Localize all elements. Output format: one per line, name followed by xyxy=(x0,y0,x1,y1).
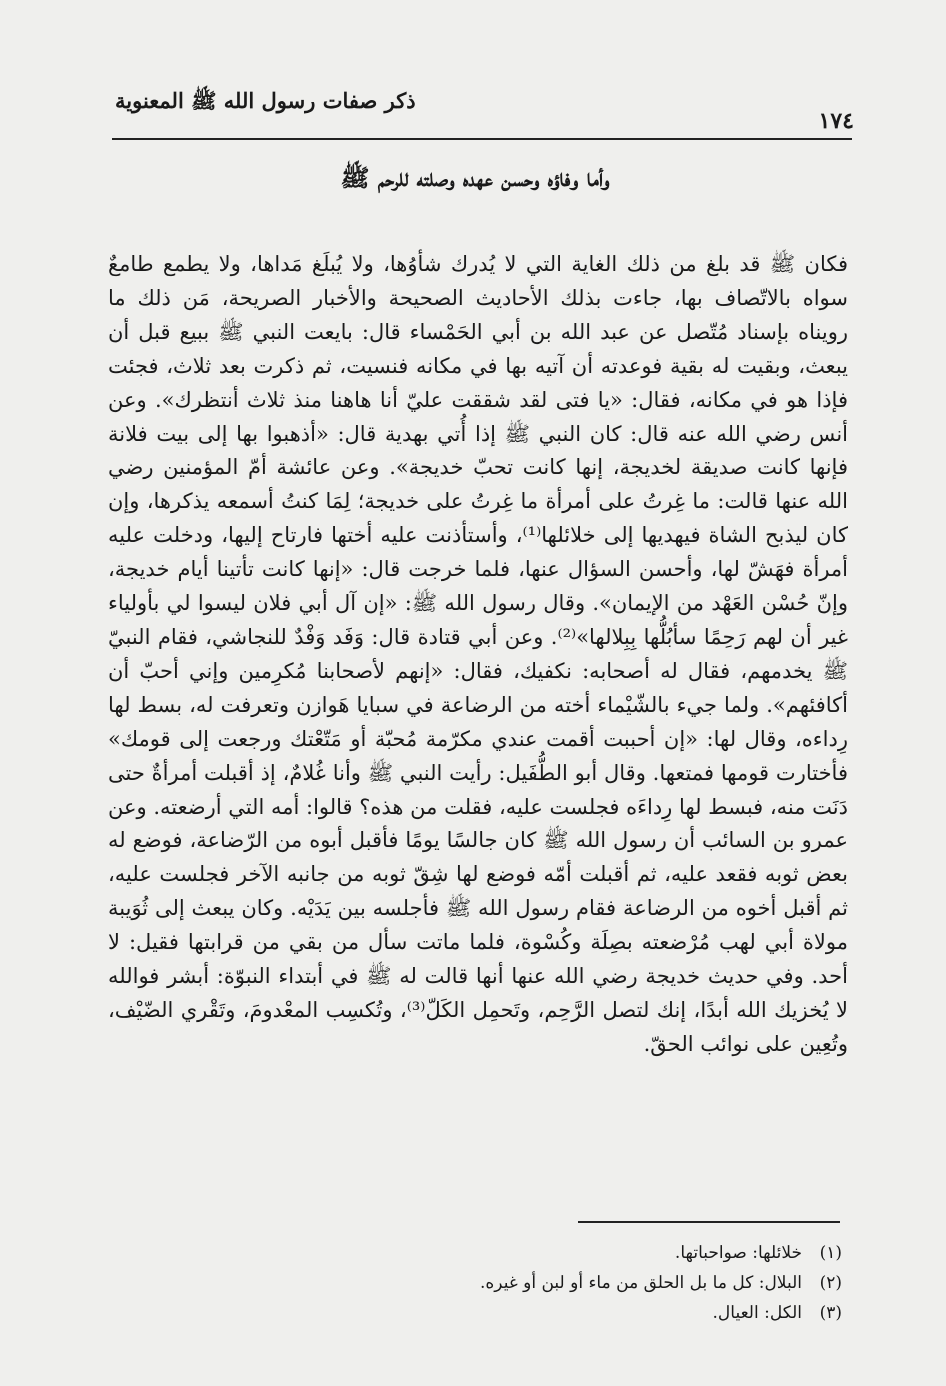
footnote-number: (١) xyxy=(819,1243,842,1263)
footnote-number: (٢) xyxy=(819,1273,842,1293)
header-rule xyxy=(112,138,852,140)
section-title: وأما وفاؤه وحسن عهده وصلته للرحم ﷺ xyxy=(340,163,610,192)
body-paragraph: فكان ﷺ قد بلغ من ذلك الغاية التي لا يُدرك شأوُها، ولا يُبلَغ مَداها، ولا يطمع طامعٌ سواه بالاتّصاف بها، جاءت بذلك الأحاديث الصحيحة والأخبار الصريحة، مَن ذلك ما رويناه بإسناد مُتّصل عن عبد الله بن أبي الحَمْساء قال: بايعت النبي ﷺ ببيع قبل أن يبعث، وبقيت له بقية فوعدته أن آتيه بها في مكانه فنسيت، ثم ذكرت بعد ثلاث، فجئت فإذا هو في مكانه، فقال: «يا فتى لقد شققت عليّ أنا هاهنا منذ ثلاث أنتظرك». وعن أنس رضي الله عنه قال: كان النبي ﷺ إذا أُتي بهدية قال: «أذهبوا بها إلى بيت فلانة فإنها كانت صديقة لخديجة، إنها كانت تحبّ خديجة». وعن عائشة أمّ المؤمنين رضي الله عنها قالت: ما غِرتُ على أمرأة ما غِرتُ على خديجة؛ لِمَا كنتُ أسمعه يذكرها، وإن كان ليذبح الشاة فيهديها إلى خلائلها⁽¹⁾، وأستأذنت عليه أختها فارتاح إليها، ودخلت عليه أمرأة فهَشّ لها، وأحسن السؤال عنها، فلما خرجت قال: «إنها كانت تأتينا أيام خديجة، وإنّ حُسْن العَهْد من الإيمان». وقال رسول الله ﷺ: «إن آل أبي فلان ليسوا لي بأولياء غير أن لهم رَحِمًا سأبُلُّها بِبِلالها»⁽²⁾. وعن أبي قتادة قال: وَفَد وَفْدٌ للنجاشي، فقام النبيّ ﷺ يخدمهم، فقال له أصحابه: نكفيك، فقال: «إنهم لأصحابنا مُكرِمين وإني أحبّ أن أكافئهم». ولما جيء بالشّيْماء أخته من الرضاعة في سبايا هَوازن وتعرفت له، بسط لها رِداءه، وقال لها: «إن أحببت أقمت عندي مكرّمة مُحبّة أو مَتّعْتك ورجعت إلى قومك» فأختارت قومها فمتعها. وقال أبو الطُّفَيل: رأيت النبي ﷺ وأنا غُلامٌ، إذ أقبلت أمرأةٌ حتى دَنَت منه، فبسط لها رِداءَه فجلست عليه، فقلت من هذه؟ قالوا: أمه التي أرضعته. وعن عمرو بن السائب أن رسول الله ﷺ كان جالسًا يومًا فأقبل أبوه من الرّضاعة، فوضع له بعض ثوبه فقعد عليه، ثم أقبلت أمّه فوضع لها شِقّ ثوبه من جانبه الآخر فجلست عليه، ثم أقبل أخوه من الرضاعة فقام رسول الله ﷺ فأجلسه بين يَدَيْه. وكان يبعث إلى ثُوَيبة مولاة أبي لهب مُرْضعته بصِلَة وكُسْوة، فلما ماتت سأل من بقي من قرابتها فقيل: لا أحد. وفي حديث خديجة رضي الله عنها أنها قالت له ﷺ في أبتداء النبوّة: أبشر فوالله لا يُخزيك الله أبدًا، إنك لتصل الرَّحِم، وتَحمِل الكَلّ⁽³⁾، وتُكسِب المعْدومَ، وتَقْري الضّيْف، وتُعِين على نوائب الحقّ. xyxy=(108,252,849,1056)
footnotes-list xyxy=(330,1238,842,1328)
footnote-item xyxy=(330,1238,842,1268)
footnote-item xyxy=(330,1268,842,1298)
footnote-item xyxy=(330,1298,842,1328)
page-number: ١٧٤ xyxy=(818,108,854,134)
footnote-text: البلال: كل ما بل الحلق من ماء أو لبن أو غيره. xyxy=(480,1273,802,1293)
footnote-text: خلائلها: صواحباتها. xyxy=(674,1243,802,1263)
running-title: ذكر صفات رسول الله ﷺ المعنوية xyxy=(115,88,416,113)
footnote-number: (٣) xyxy=(819,1303,842,1323)
footnote-text: الكل: العيال. xyxy=(712,1303,802,1323)
footnote-rule xyxy=(578,1221,840,1223)
